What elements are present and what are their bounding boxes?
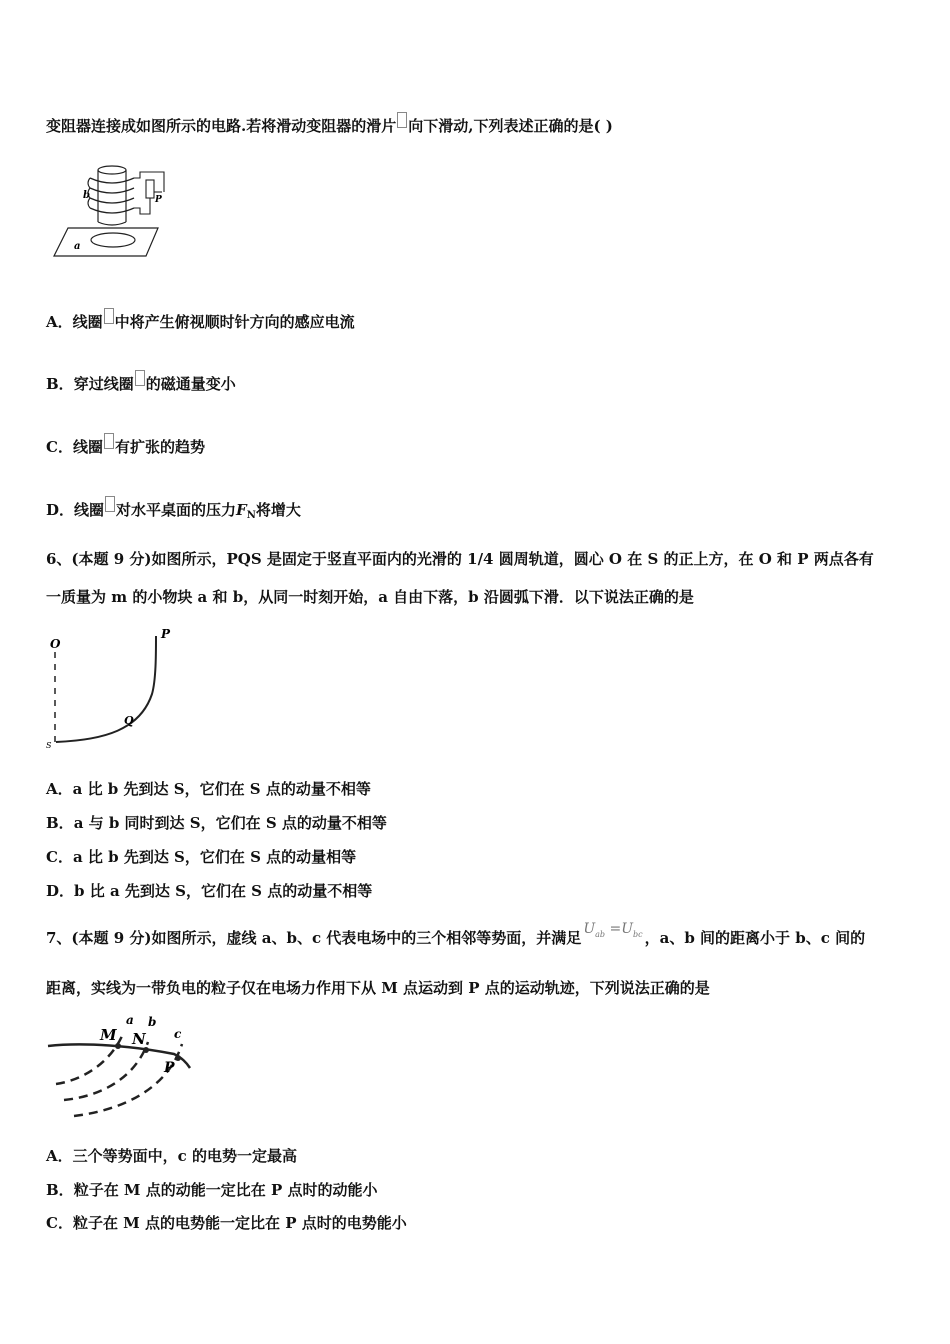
q6-option-c: C．a 比 b 先到达 S，它们在 S 点的动量相等	[46, 848, 357, 866]
q6-option-b: B．a 与 b 同时到达 S，它们在 S 点的动量不相等	[46, 814, 387, 832]
q7-label-p: P	[164, 1060, 175, 1076]
q6-label-p: P	[161, 627, 171, 641]
q7-formula: $U_{ab} =U_{bc}$	[583, 921, 643, 939]
q7-option-c: C．粒子在 M 点的电势能一定比在 P 点时的电势能小	[46, 1214, 407, 1232]
q6-label-s: S	[46, 741, 52, 750]
q7-label-c: c	[174, 1027, 182, 1041]
q7-field-figure	[44, 1010, 204, 1122]
q7-stem-line2: 距离，实线为一带负电的粒子仅在电场力作用下从 M 点运动到 P 点的运动轨迹，下列说法正确的是	[46, 979, 710, 997]
q5-label-a: a	[74, 241, 81, 252]
missing-glyph-box	[105, 496, 115, 512]
missing-glyph-box	[135, 370, 145, 386]
q7-label-m: M	[100, 1026, 117, 1044]
q6-track-figure	[44, 624, 184, 750]
q6-stem-line2: 一质量为 m 的小物块 a 和 b，从同一时刻开始，a 自由下落，b 沿圆弧下滑．以下说法正确的是	[46, 588, 694, 606]
q7-stem-line1: 7、(本题 9 分)如图所示，虚线 a、b、c 代表电场中的三个相邻等势面，并满足 $U_{ab} =U_{bc}$ ，a、b 间的距离小于 b、c 间的	[46, 921, 866, 947]
q6-option-a: A．a 比 b 先到达 S，它们在 S 点的动量不相等	[46, 780, 371, 798]
q5-label-b: b	[83, 190, 90, 201]
q5-option-a: A．线圈 中将产生俯视顺时针方向的感应电流	[46, 312, 355, 332]
q6-option-d: D．b 比 a 先到达 S，它们在 S 点的动量不相等	[46, 882, 373, 900]
q6-label-o: O	[50, 637, 61, 651]
missing-glyph-box	[104, 433, 114, 449]
q5-option-c: C．线圈 有扩张的趋势	[46, 437, 205, 457]
q5-stem: 变阻器连接成如图所示的电路.若将滑动变阻器的滑片 向下滑动,下列表述正确的是( )	[46, 116, 613, 136]
q7-option-b: B．粒子在 M 点的动能一定比在 P 点时的动能小	[46, 1181, 378, 1199]
q7-option-a: A．三个等势面中，c 的电势一定最高	[46, 1147, 297, 1165]
q5-coil-figure	[50, 158, 165, 260]
q5-label-p: P	[155, 195, 162, 205]
q5-option-d: D．线圈 对水平桌面的压力$F_N$将增大	[46, 500, 301, 526]
q7-label-a: a	[126, 1013, 134, 1027]
q5-option-b: B．穿过线圈 的磁通量变小	[46, 374, 236, 394]
q6-stem-line1: 6、(本题 9 分)如图所示，PQS 是固定于竖直平面内的光滑的 1/4 圆周轨道，圆心 O 在 S 的正上方，在 O 和 P 两点各有	[46, 550, 874, 568]
q7-label-n: N	[132, 1030, 146, 1048]
missing-glyph-box	[397, 112, 407, 128]
q7-label-b: b	[148, 1015, 157, 1029]
missing-glyph-box	[104, 308, 114, 324]
q6-label-q: Q	[124, 714, 134, 727]
